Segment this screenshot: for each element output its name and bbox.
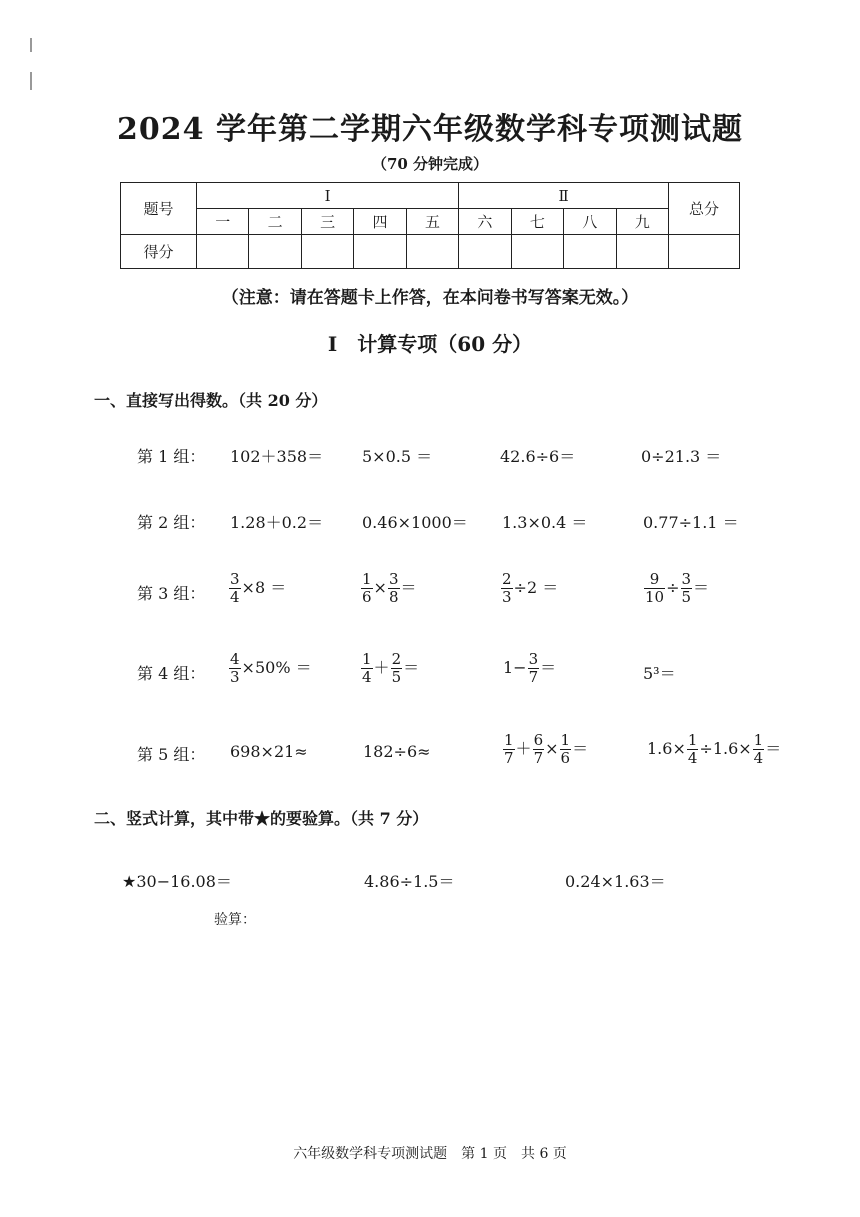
- score-table-group-1: Ⅰ: [197, 183, 459, 209]
- group-label: 第 4 组：: [137, 664, 206, 683]
- problem: 4.86÷1.5＝: [364, 872, 455, 891]
- problem: 0÷21.3 ＝: [641, 447, 722, 466]
- group-label: 第 1 组：: [137, 447, 206, 466]
- problem: 1.6× $\frac{1}{4}$ ÷1.6× $\frac{1}{4}$ ＝: [647, 731, 782, 767]
- score-cell: [249, 235, 301, 269]
- instruction-note: （注意：请在答题卡上作答，在本问卷书写答案无效。）: [221, 288, 639, 308]
- fraction: $\frac{1}{7}$: [504, 731, 514, 767]
- fraction: $\frac{2}{5}$: [391, 650, 402, 686]
- fraction: $\frac{3}{8}$: [388, 570, 399, 606]
- problem: $\frac{4}{3}$ ×50% ＝: [230, 650, 312, 686]
- part2-heading: 二、竖式计算，其中带★的要验算。（共 7 分）: [94, 809, 429, 828]
- score-table-col: 一: [197, 209, 249, 235]
- score-table-col: 二: [249, 209, 301, 235]
- score-table-group-2: Ⅱ: [459, 183, 669, 209]
- problem: 42.6÷6＝: [500, 447, 576, 466]
- problem: $\frac{1}{4}$ ＋ $\frac{2}{5}$ ＝: [362, 650, 420, 686]
- fraction: $\frac{2}{3}$: [502, 570, 512, 606]
- page-title: 2024 学年第二学期六年级数学科专项测试题: [117, 112, 743, 147]
- fraction: $\frac{1}{4}$: [753, 731, 764, 767]
- problem: $\frac{9}{10}$ ÷ $\frac{3}{5}$ ＝: [645, 570, 710, 606]
- score-cell: [197, 235, 249, 269]
- score-table-col: 九: [616, 209, 669, 235]
- fraction: $\frac{1}{4}$: [687, 731, 698, 767]
- group-label: 第 3 组：: [137, 584, 206, 603]
- score-table-score-header: 得分: [121, 235, 197, 269]
- problem: 0.77÷1.1 ＝: [643, 513, 739, 532]
- score-cell-total: [669, 235, 740, 269]
- score-table-row-header: 题号: [121, 183, 197, 235]
- score-cell: [354, 235, 406, 269]
- score-table-col: 四: [354, 209, 406, 235]
- score-cell: [564, 235, 616, 269]
- fraction: $\frac{9}{10}$: [645, 570, 665, 606]
- problem: ★30−16.08＝: [122, 872, 232, 891]
- fraction: $\frac{3}{5}$: [681, 570, 692, 606]
- score-cell: [406, 235, 458, 269]
- fraction: $\frac{6}{7}$: [533, 731, 544, 767]
- problem: 5³＝: [643, 664, 676, 683]
- score-cell: [459, 235, 511, 269]
- score-cell: [301, 235, 353, 269]
- check-label: 验算：: [214, 912, 256, 928]
- fraction: $\frac{1}{6}$: [560, 731, 571, 767]
- section-title: Ⅰ 计算专项（60 分）: [327, 332, 533, 356]
- problem: 1− $\frac{3}{7}$ ＝: [503, 650, 557, 686]
- scan-mark: [30, 38, 32, 52]
- problem: $\frac{1}{7}$ ＋ $\frac{6}{7}$ × $\frac{1}{6}$ ＝: [504, 731, 589, 767]
- part1-heading: 一、直接写出得数。（共 20 分）: [94, 391, 328, 410]
- problem: 0.24×1.63＝: [565, 872, 666, 891]
- group-label: 第 5 组：: [137, 745, 206, 764]
- page-subtitle: （70 分钟完成）: [371, 155, 489, 173]
- fraction: $\frac{3}{4}$: [230, 570, 240, 606]
- page-footer: 六年级数学科专项测试题 第 1 页 共 6 页: [293, 1146, 567, 1162]
- fraction: $\frac{1}{6}$: [362, 570, 372, 606]
- problem: 1.3×0.4 ＝: [502, 513, 588, 532]
- score-table-col: 三: [301, 209, 353, 235]
- problem: 5×0.5 ＝: [362, 447, 433, 466]
- problem: $\frac{2}{3}$ ÷2 ＝: [502, 570, 559, 606]
- fraction: $\frac{3}{7}$: [528, 650, 539, 686]
- score-cell: [616, 235, 669, 269]
- fraction: $\frac{4}{3}$: [230, 650, 240, 686]
- problem: 1.28＋0.2＝: [230, 513, 324, 532]
- problem: 182÷6≈: [363, 742, 431, 761]
- score-cell: [511, 235, 563, 269]
- problem: 0.46×1000＝: [362, 513, 468, 532]
- score-table: [120, 182, 740, 269]
- problem: 698×21≈: [230, 742, 308, 761]
- score-table-col: 六: [459, 209, 511, 235]
- fraction: $\frac{1}{4}$: [362, 650, 372, 686]
- scan-mark: [30, 72, 32, 90]
- problem: $\frac{3}{4}$ ×8 ＝: [230, 570, 287, 606]
- score-table-total-header: 总分: [669, 183, 740, 235]
- score-table-col: 八: [564, 209, 616, 235]
- problem: 102＋358＝: [230, 447, 324, 466]
- problem: $\frac{1}{6}$ × $\frac{3}{8}$ ＝: [362, 570, 417, 606]
- score-table-col: 五: [406, 209, 458, 235]
- score-table-col: 七: [511, 209, 563, 235]
- group-label: 第 2 组：: [137, 513, 206, 532]
